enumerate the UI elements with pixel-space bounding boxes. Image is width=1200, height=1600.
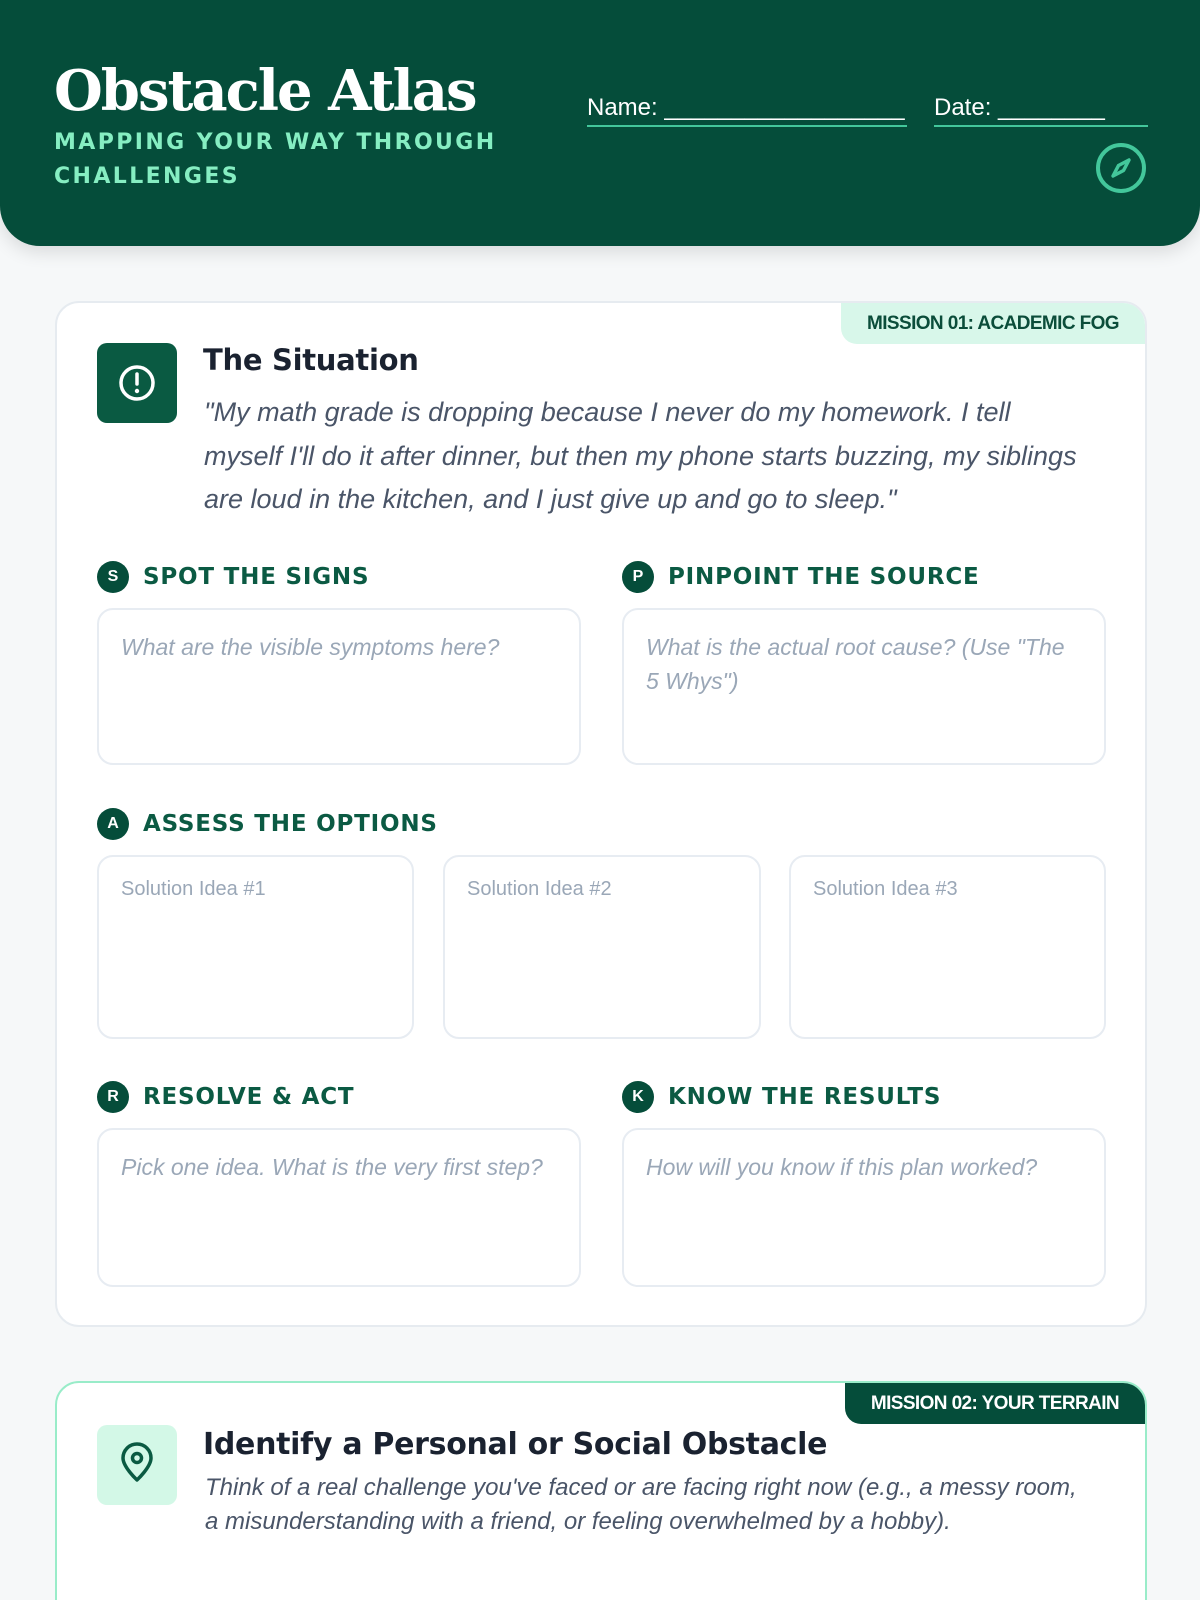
resolve-act-input[interactable] bbox=[97, 1128, 581, 1287]
worksheet-subtitle: MAPPING YOUR WAY THROUGH CHALLENGES bbox=[54, 130, 497, 189]
solution-idea-2-placeholder: Solution Idea #2 bbox=[467, 878, 612, 900]
compass-icon bbox=[1096, 143, 1146, 193]
mission-01-tag: MISSION 01: ACADEMIC FOG bbox=[841, 303, 1145, 344]
mission-01-card bbox=[55, 301, 1147, 1327]
know-results-placeholder: How will you know if this plan worked? bbox=[646, 1154, 1038, 1180]
worksheet-header bbox=[0, 0, 1200, 246]
spot-signs-placeholder: What are the visible symptoms here? bbox=[121, 634, 500, 660]
personal-obstacle-description: Think of a real challenge you've faced or are facing right now (e.g., a messy room, a misunderstanding with a friend, or feeling overwhelmed by a hobby). bbox=[205, 1474, 1077, 1535]
pinpoint-source-input[interactable] bbox=[622, 608, 1106, 765]
section-badge: A bbox=[97, 808, 129, 840]
date-field[interactable]: Date: ________ bbox=[934, 92, 1148, 127]
solution-idea-3-input[interactable] bbox=[789, 855, 1106, 1039]
personal-obstacle-heading: Identify a Personal or Social Obstacle bbox=[203, 1427, 828, 1462]
spot-signs-input[interactable] bbox=[97, 608, 581, 765]
know-results-input[interactable] bbox=[622, 1128, 1106, 1287]
section-title: ASSESS THE OPTIONS bbox=[143, 811, 438, 837]
section-title: PINPOINT THE SOURCE bbox=[668, 564, 980, 590]
mission-02-tag: MISSION 02: YOUR TERRAIN bbox=[845, 1383, 1145, 1424]
section-title: RESOLVE & ACT bbox=[143, 1084, 355, 1110]
name-field[interactable]: Name: __________________ bbox=[587, 92, 907, 127]
section-badge: S bbox=[97, 561, 129, 593]
pinpoint-source-placeholder: What is the actual root cause? (Use "The 5 Whys") bbox=[646, 634, 1065, 694]
section-title: SPOT THE SIGNS bbox=[143, 564, 370, 590]
section-badge: P bbox=[622, 561, 654, 593]
resolve-act-placeholder: Pick one idea. What is the very first step? bbox=[121, 1154, 543, 1180]
situation-heading: The Situation bbox=[203, 343, 419, 377]
solution-idea-1-input[interactable] bbox=[97, 855, 414, 1039]
solution-idea-1-placeholder: Solution Idea #1 bbox=[121, 878, 266, 900]
section-title: KNOW THE RESULTS bbox=[668, 1084, 942, 1110]
mission-02-card bbox=[55, 1381, 1147, 1600]
situation-quote: "My math grade is dropping because I never do my homework. I tell myself I'll do it after dinner, but then my phone starts buzzing, my siblings are loud in the kitchen, and I just give up and go to sleep." bbox=[204, 397, 1077, 514]
solution-idea-2-input[interactable] bbox=[443, 855, 761, 1039]
solution-idea-3-placeholder: Solution Idea #3 bbox=[813, 878, 958, 900]
map-pin-icon bbox=[97, 1425, 177, 1505]
section-badge: R bbox=[97, 1081, 129, 1113]
section-badge: K bbox=[622, 1081, 654, 1113]
worksheet-title: Obstacle Atlas bbox=[54, 58, 476, 124]
alert-circle-icon bbox=[97, 343, 177, 423]
